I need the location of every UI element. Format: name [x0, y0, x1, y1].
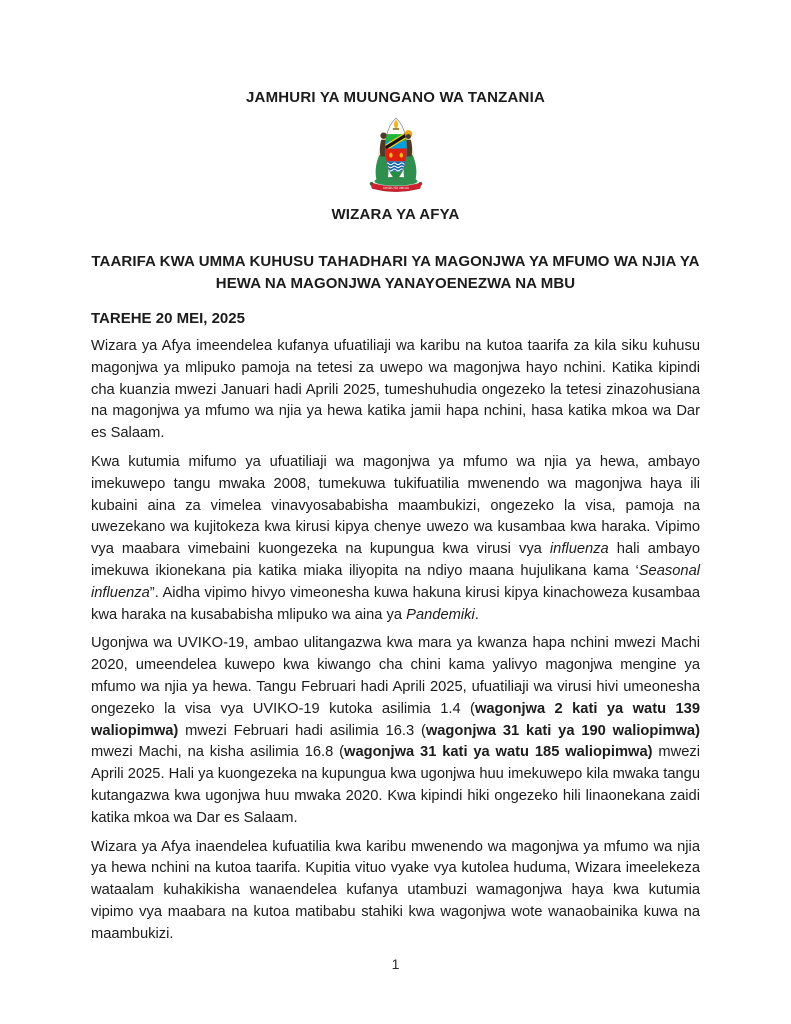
page-number: 1 [391, 956, 400, 972]
tanzania-coat-of-arms [358, 113, 434, 196]
text-run: wagonjwa 31 kati ya 190 waliopimwa) [425, 722, 700, 739]
header-country: JAMHURI YA MUUNGANO WA TANZANIA [246, 89, 545, 106]
date-line: TAREHE 20 MEI, 2025 [91, 310, 245, 327]
text-run: Seasonal influenza [91, 562, 700, 601]
text-run: Ugonjwa wa UVIKO-19, ambao ulitangazwa kwa mara ya kwanza hapa nchini mwezi Machi 2020, umeendelea kuwepo kwa kiwango cha chini kama yalivyo magonjwa mengine ya mfumo wa njia ya hewa. Tangu Februari hadi Aprili 2025, ufuatiliaji wa virusi hivi umeonesha ongezeko la visa vya UVIKO-19 kutoka asilimia 1.4 ( [91, 635, 700, 717]
text-run: influenza [549, 541, 609, 558]
text-run: mwezi Aprili 2025. Hali ya kuongezeka na kupungua kwa ugonjwa huu imekuwepo kila mwaka tangu kutangazwa kwa ugonjwa huu mwaka 2020. Kwa kipindi hiki ongezeko hili linaonekana zaidi katika mkoa wa Dar es Salaam. [91, 744, 700, 826]
paragraph [91, 336, 700, 445]
text-run: hali ambayo imekuwa ikionekana pia katika miaka iliyopita na ndiyo maana hujulikana kama ‘ [91, 541, 700, 579]
text-run: Pandemiki [406, 606, 475, 623]
text-run: wagonjwa 2 kati ya watu 139 waliopimwa) [91, 700, 700, 739]
paragraph [91, 452, 700, 626]
emblem-container [91, 113, 700, 196]
text-run: Wizara ya Afya imeendelea kufanya ufuatiliaji wa karibu na kutoa taarifa za kila siku kuhusu magonjwa ya mlipuko pamoja na tetesi za uwepo wa magonjwa hayo nchini. Katika kipindi cha kuanzia mwezi Januari hadi Aprili 2025, tumeshuhudia ongezeko la tetesi zinazohusiana na magonjwa ya mfumo wa njia ya hewa katika jamii hapa nchini, hasa katika mkoa wa Dar es Salaam. [91, 338, 700, 442]
document-title: TAARIFA KWA UMMA KUHUSU TAHADHARI YA MAGONJWA YA MFUMO WA NJIA YA HEWA NA MAGONJWA YANAYOENEZWA NA MBU [91, 253, 700, 292]
document-body [91, 336, 700, 946]
text-run: mwezi Machi, na kisha asilimia 16.8 ( [91, 744, 345, 761]
paragraph [91, 633, 700, 829]
paragraph [91, 837, 700, 946]
text-run: wagonjwa 31 kati ya watu 185 waliopimwa) [344, 744, 653, 761]
emblem-motto-text: UHURU NA UMOJA [382, 185, 409, 190]
header-ministry: WIZARA YA AFYA [331, 206, 460, 223]
text-run: . [474, 606, 479, 623]
text-run: Wizara ya Afya inaendelea kufuatilia kwa karibu mwenendo wa magonjwa ya mfumo wa njia ya hewa nchini na kutoa taarifa. Kupitia vituo vyake vya kutolea huduma, Wizara imeelekeza wataalam kuhakikisha wanaendelea kufanya utambuzi wamagonjwa haya kwa kutumia vipimo vya maabara na kutoa matibabu stahiki kwa wagonjwa wote wanaobainika kuwa na maambukizi. [91, 838, 700, 942]
text-run: ”. Aidha vipimo hivyo vimeonesha kuwa hakuna kirusi kipya kinachoweza kusambaa kwa haraka na kusababisha mlipuko wa aina ya [91, 584, 700, 623]
text-run: mwezi Februari hadi asilimia 16.3 ( [178, 722, 426, 739]
text-run: Kwa kutumia mifumo ya ufuatiliaji wa magonjwa ya mfumo wa njia ya hewa, ambayo imekuwepo tangu mwaka 2008, tumekuwa tukifuatilia mwenendo wa magonjwa haya ili kubaini aina za vimelea vinavyosababisha maambukizi, ongezeko la visa, pamoja na uwezekano wa kujitokeza kwa kirusi kipya chenye uwezo wa kusambaa kwa haraka. Vipimo vya maabara vimebaini kuongezeka na kupungua kwa virusi vya [91, 453, 700, 558]
